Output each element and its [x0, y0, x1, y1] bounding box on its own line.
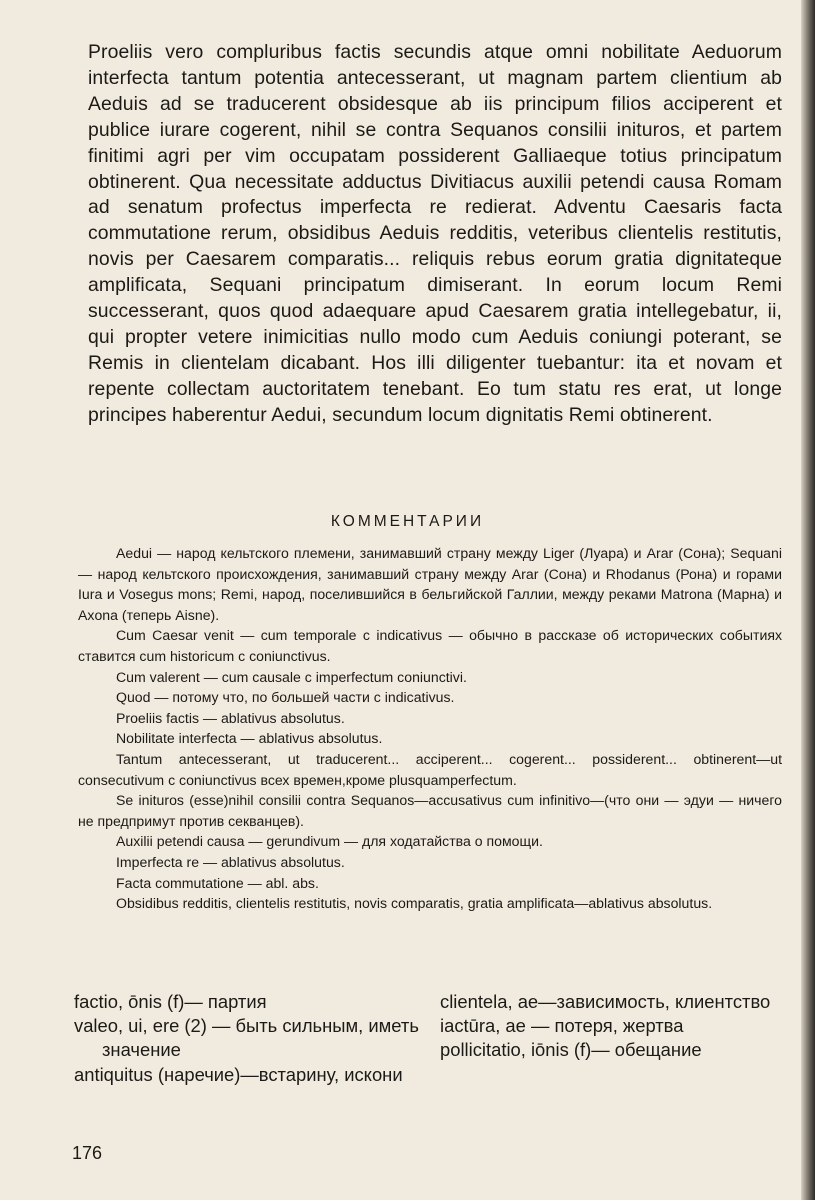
comment-entry: Tantum antecesserant, ut traducerent... acciperent... cogerent... possiderent... obtinerent—ut consecutivum с coniunctivus всех времен,кроме plusquamperfectum.	[78, 750, 782, 788]
comment-entry: Proeliis factis — ablativus absolutus.	[116, 709, 345, 726]
vocabulary-column-right	[440, 990, 785, 1063]
vocab-entry: factio, ōnis (f)— партия	[74, 991, 267, 1012]
vocab-entry: valeo, ui, ere (2) — быть сильным, иметь значение	[74, 1015, 419, 1061]
book-binding-edge	[801, 0, 815, 1200]
vocab-entry: clientela, ae—зависимость, клиентство	[440, 991, 771, 1012]
comment-entry: Obsidibus redditis, clientelis restitutis, novis comparatis, gratia amplificata—ablativus absolutus.	[116, 895, 713, 912]
vocab-entry: iactūra, ae — потеря, жертва	[440, 1015, 684, 1037]
comments-section	[78, 543, 782, 914]
vocab-entry: antiquitus (наречие)—встарину, искони	[74, 1063, 403, 1085]
latin-paragraph: Proeliis vero compluribus factis secundis atque omni nobilitate Aeduorum interfecta tantum potentia antecesserant, ut magnam partem clientium ab Aeduis ad se traducerent obsidesque ab iis principum filios acciperent et publice iurare cogerent, nihil se contra Sequanos consilii inituros, et partem finitimi agri per vim occupatam possiderent Galliaeque totius principatum obtinerent. Qua necessitate adductus Divitiacus auxilii petendi causa Romam ad senatum profectus imperfecta re redierat. Adventu Caesaris facta commutatione rerum, obsidibus Aeduis redditis, veteribus clientelis restitutis, novis per Caesarem comparatis... reliquis rebus eorum gratia dignitateque amplificata, Sequani principatum dimiserant. In eorum locum Remi successerant, quos quod adaequare apud Caesarem gratia intellegebatur, ii, qui propter vetere inimicitias nullo modo cum Aeduis coniungi poterant, se Remis in clientelam dicabant. Hos illi diligenter tuebantur: ita et novam et repente collectam auctoritatem tenebant. Eo tum statu res erat, ut longe principes haberentur Aedui, secundum locum dignitatis Remi obtinerent.	[88, 41, 782, 426]
vocab-entry: pollicitatio, iōnis (f)— обещание	[440, 1039, 702, 1061]
comments-heading: КОММЕНТАРИИ	[330, 513, 485, 530]
comment-entry: Nobilitate interfecta — ablativus absolutus.	[116, 730, 383, 747]
comment-entry: Facta commutatione — abl. abs.	[116, 874, 319, 891]
comment-entry: Imperfecta re — ablativus absolutus.	[116, 853, 345, 870]
comment-entry: Quod — потому что, по большей части с indicativus.	[116, 689, 455, 706]
comment-entry: Auxilii petendi causa — gerundivum — для ходатайства о помощи.	[116, 833, 543, 850]
comment-entry: Aedui — народ кельтского племени, занимавший страну между Liger (Луара) и Arar (Сона); Sequani — народ кельтского происхождения, занимавший страну между Arar (Сона) и Rhodanus (Рона) и горами Iura и Vosegus mons; Remi, народ, поселившийся в бельгийской Галлии, между реками Matrona (Марна) и Axona (теперь Aisne).	[78, 545, 782, 623]
comment-entry: Cum Caesar venit — cum temporale с indicativus — обычно в рассказе об исторических событиях ставится cum historicum с coniunctivus.	[78, 627, 782, 664]
page-number: 176	[72, 1143, 103, 1163]
comment-entry: Se inituros (esse)nihil consilii contra Sequanos—accusativus cum infinitivo—(что они — эдуи — ничего не предпримут против секванцев).	[78, 792, 782, 829]
vocabulary-column-left	[74, 990, 424, 1087]
comment-entry: Cum valerent — cum causale с imperfectum coniunctivi.	[116, 668, 467, 685]
latin-text	[88, 40, 782, 429]
